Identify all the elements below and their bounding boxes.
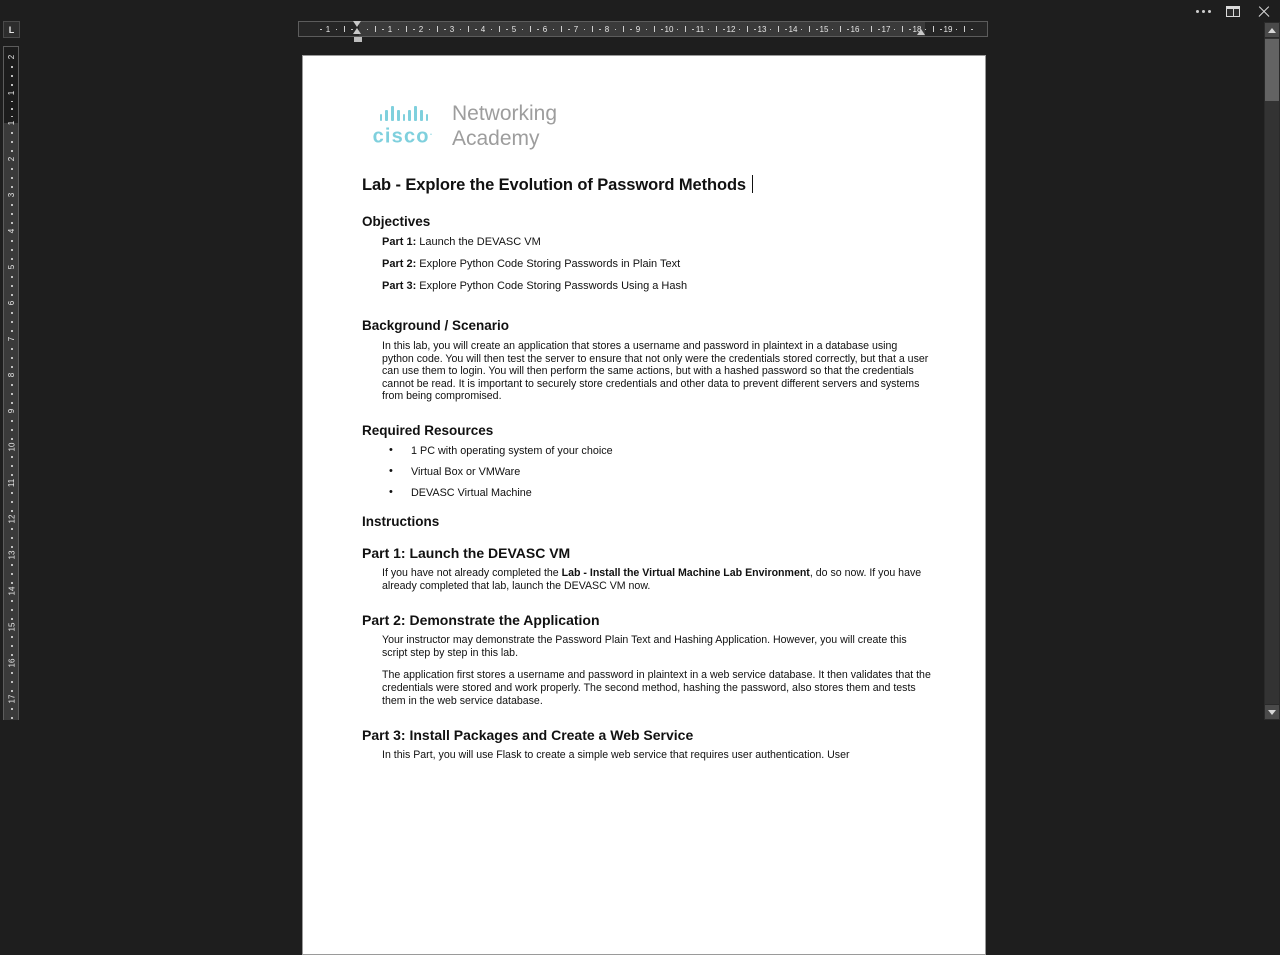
registered-mark: . (429, 127, 434, 138)
ruler-tick (801, 29, 803, 31)
part-1-text-pre: If you have not already completed the (382, 566, 562, 579)
ruler-tick (708, 29, 710, 31)
ruler-tick (336, 29, 338, 31)
title-bar (0, 0, 1280, 22)
part-2-paragraph-2: The application first stores a username and password in plaintext in a web service database. It then validates that the credentials were stored and work properly. The second method, hashing the password, also stores them and tests them in the web service database. (382, 669, 931, 707)
ruler-tick (847, 29, 849, 31)
ruler-tick (11, 116, 13, 118)
ruler-tick (460, 29, 462, 31)
ruler-tick (522, 29, 524, 31)
ruler-tick-label: 2 (6, 156, 16, 162)
ruler-tick (11, 528, 13, 530)
ruler-tick-label: 14 (7, 586, 16, 596)
ruler-tick-label: 16 (850, 25, 860, 34)
ruler-tick (716, 26, 717, 32)
academy-wordmark (452, 101, 557, 151)
ruler-tick (11, 222, 13, 224)
text-cursor (752, 175, 753, 193)
ruler-tick (630, 29, 632, 31)
cisco-wordmark (362, 122, 444, 148)
restore-window-button[interactable] (1218, 0, 1248, 22)
ruler-tick (11, 204, 13, 206)
tab-stop-selector-label: L (8, 24, 15, 35)
ruler-tick (11, 465, 13, 467)
part-1-paragraph (382, 567, 932, 592)
ruler-tick (530, 26, 531, 32)
horizontal-ruler-track[interactable] (298, 21, 988, 37)
ruler-tick-label: 9 (635, 25, 641, 34)
scrollbar-thumb[interactable] (1265, 39, 1279, 101)
ruler-tick-label: 10 (7, 442, 16, 452)
ruler-tick (11, 330, 13, 332)
left-indent-marker[interactable] (353, 21, 362, 37)
ruler-tick (11, 600, 13, 602)
ruler-tick-label: 5 (511, 25, 517, 34)
ruler-tick (499, 26, 500, 32)
ruler-tick-label: 6 (542, 25, 548, 34)
ruler-tick (754, 29, 756, 31)
page-content (362, 101, 932, 772)
ruler-tick-label: 1 (6, 120, 16, 126)
objective-label: Part 2: (382, 258, 417, 270)
ruler-tick-label: 16 (7, 658, 16, 668)
ruler-tick (11, 438, 13, 440)
ruler-tick (739, 29, 741, 31)
objective-label: Part 3: (382, 280, 417, 292)
ruler-tick (11, 101, 13, 103)
heading-objectives: Objectives (362, 214, 431, 229)
ruler-tick-label: 7 (573, 25, 579, 34)
ruler-tick (11, 150, 13, 152)
ruler-tick-label: 15 (7, 622, 16, 632)
cisco-logo-mark (362, 104, 444, 148)
heading-part-3: Part 3: Install Packages and Create a Web Service (362, 727, 694, 744)
ruler-tick (11, 537, 13, 539)
ruler-tick (599, 29, 601, 31)
ruler-tick-label: 19 (943, 25, 953, 34)
ruler-tick (685, 26, 686, 32)
ruler-tick-label: 17 (881, 25, 891, 34)
ruler-tick (11, 420, 13, 422)
objective-item (382, 280, 932, 293)
ruler-tick (971, 29, 973, 31)
ruler-tick (816, 29, 818, 31)
objective-item (382, 258, 932, 271)
ruler-tick (11, 564, 13, 566)
ruler-tick-label: 17 (7, 694, 16, 704)
scrollbar-track[interactable] (1265, 38, 1279, 704)
hanging-indent-icon (353, 28, 361, 34)
ruler-tick (894, 29, 896, 31)
ruler-tick (398, 29, 400, 31)
document-title-text: Lab - Explore the Evolution of Password Methods (362, 176, 747, 194)
ruler-tick (537, 29, 539, 31)
ruler-tick-label: 13 (757, 25, 767, 34)
ruler-tick (11, 177, 13, 179)
ruler-tick (723, 29, 725, 31)
ruler-tick (654, 26, 655, 32)
logo-line-academy: Academy (452, 127, 540, 150)
chevron-down-icon (1268, 710, 1276, 715)
ruler-tick (11, 672, 13, 674)
ruler-tick-label: 1 (6, 90, 16, 96)
ruler-tick-label: 7 (6, 336, 16, 342)
window-controls (1188, 0, 1278, 22)
ruler-tick-label: 3 (6, 192, 16, 198)
ruler-tick (11, 474, 13, 476)
part-3-paragraph-1: In this Part, you will use Flask to create a simple web service that requires user authentication. User (382, 749, 850, 762)
ruler-tick (11, 609, 13, 611)
ruler-tick (437, 26, 438, 32)
ruler-tick (444, 29, 446, 31)
heading-background-scenario: Background / Scenario (362, 318, 510, 333)
ruler-tick (956, 29, 958, 31)
ruler-tick (553, 29, 555, 31)
ruler-tick (344, 26, 345, 32)
ruler-tick (832, 29, 834, 31)
ruler-tick (11, 681, 13, 683)
objective-text: Explore Python Code Storing Passwords Using a Hash (416, 280, 688, 292)
horizontal-ruler-ticks (299, 22, 987, 36)
ruler-tick (11, 141, 13, 143)
ruler-tick-label: 6 (6, 300, 16, 306)
ruler-tick (11, 276, 13, 278)
ruler-tick (11, 348, 13, 350)
ruler-tick (11, 249, 13, 251)
ruler-tick-label: 9 (6, 408, 16, 414)
ruler-tick (878, 29, 880, 31)
right-indent-marker[interactable] (917, 21, 926, 37)
ruler-tick (909, 29, 911, 31)
ruler-tick (11, 108, 13, 110)
ruler-tick (320, 29, 322, 31)
ruler-tick (615, 29, 617, 31)
ruler-tick (11, 393, 13, 395)
ruler-tick (382, 29, 384, 31)
part-1-text-post: , do so now. If you have already completed that lab, launch the DEVASC VM now. (382, 566, 922, 592)
ruler-tick (11, 366, 13, 368)
ruler-tick-label: 14 (788, 25, 798, 34)
cisco-bridge-icon (364, 104, 444, 121)
ruler-tick-label: 3 (449, 25, 455, 34)
ruler-tick (747, 26, 748, 32)
ruler-tick (11, 573, 13, 575)
ruler-tick (11, 582, 13, 584)
more-options-button[interactable] (1188, 0, 1218, 22)
ruler-tick-label: 2 (418, 25, 424, 34)
ruler-tick (11, 312, 13, 314)
ruler-tick-label: 15 (819, 25, 829, 34)
ruler-tick-label: 10 (664, 25, 674, 34)
first-line-indent-icon (353, 21, 361, 27)
ruler-tick (11, 132, 13, 134)
ruler-tick (11, 456, 13, 458)
vertical-ruler[interactable] (3, 46, 19, 720)
ruler-tick (11, 654, 13, 656)
ruler-tick (778, 26, 779, 32)
ruler-tick (11, 402, 13, 404)
ruler-tick (840, 26, 841, 32)
ruler-tick-label: 18 (912, 25, 922, 34)
ruler-tick (592, 26, 593, 32)
right-indent-icon (917, 29, 925, 35)
ruler-tick (623, 26, 624, 32)
ruler-tick (429, 29, 431, 31)
ruler-tick-label: 2 (6, 54, 16, 60)
ruler-tick (11, 636, 13, 638)
objective-item (382, 236, 932, 249)
ruler-tick (11, 708, 13, 710)
ruler-tick (661, 29, 663, 31)
heading-instructions: Instructions (362, 513, 440, 529)
ruler-tick (11, 321, 13, 323)
ruler-tick-label: 4 (6, 228, 16, 234)
ruler-tick-label: 13 (7, 550, 16, 560)
ruler-tick (11, 357, 13, 359)
ruler-tick (11, 258, 13, 260)
part-1-text-bold: Lab - Install the Virtual Machine Lab Environment (561, 566, 810, 579)
ruler-tick (933, 26, 934, 32)
ruler-tick (11, 501, 13, 503)
ruler-tick (964, 26, 965, 32)
ruler-tick (11, 84, 13, 86)
heading-part-1: Part 1: Launch the DEVASC VM (362, 544, 571, 561)
required-resources-list (389, 445, 932, 500)
ruler-tick (11, 645, 13, 647)
ruler-tick (11, 546, 13, 548)
heading-part-2: Part 2: Demonstrate the Application (362, 612, 600, 629)
ruler-tick (11, 75, 13, 77)
background-paragraph: In this lab, you will create an application that stores a username and password in plaintext in a database using python code. You will then test the server to ensure that not only were the credentials stored correctly, but that a user can use them to login. You will then perform the same actions, but with a hashed password so that the credentials cannot be read. It is important to securely store credentials and other data to prevent different servers and systems from being compromised. (382, 340, 929, 403)
scroll-down-button[interactable] (1265, 705, 1279, 719)
ruler-tick (406, 26, 407, 32)
scroll-up-button[interactable] (1265, 23, 1279, 37)
part-2-paragraph-1: Your instructor may demonstrate the Password Plain Text and Hashing Application. However, you will create this script step by step in this lab. (382, 634, 907, 659)
cisco-wordmark-text: cisco (372, 125, 430, 148)
ruler-tick-label: 8 (6, 372, 16, 378)
ruler-tick (561, 26, 562, 32)
ruler-tick-label: 12 (7, 514, 16, 524)
ruler-tick (568, 29, 570, 31)
ruler-tick (11, 66, 13, 68)
ruler-tick (863, 29, 865, 31)
ruler-tick (11, 285, 13, 287)
ruler-tick (11, 429, 13, 431)
ruler-tick-label: 11 (7, 478, 16, 488)
document-page[interactable] (302, 55, 986, 955)
ruler-tick (940, 29, 942, 31)
ruler-tick (506, 29, 508, 31)
list-item: • DEVASC Virtual Machine (389, 487, 932, 500)
ruler-tick (11, 168, 13, 170)
heading-required-resources: Required Resources (362, 422, 494, 438)
ruler-tick-label: 1 (387, 25, 393, 34)
ruler-tick (11, 186, 13, 188)
cisco-networking-academy-logo (362, 101, 932, 151)
vertical-scrollbar[interactable] (1264, 22, 1280, 720)
ruler-tick (871, 26, 872, 32)
close-window-button[interactable] (1248, 0, 1278, 22)
objective-label: Part 1: (382, 236, 417, 248)
objective-text: Explore Python Code Storing Passwords in Plain Text (416, 258, 681, 270)
logo-line-networking: Networking (452, 102, 558, 125)
ruler-tick (785, 29, 787, 31)
horizontal-ruler[interactable] (298, 21, 988, 37)
ruler-tick (11, 213, 13, 215)
ruler-tick (413, 29, 415, 31)
ruler-tick (692, 29, 694, 31)
list-item: • Virtual Box or VMWare (389, 466, 932, 479)
tab-stop-selector[interactable] (3, 21, 20, 38)
left-indent-box-icon (354, 37, 362, 42)
ruler-tick (11, 492, 13, 494)
document-title[interactable] (362, 175, 753, 195)
ruler-tick (491, 29, 493, 31)
ruler-tick-label: 4 (480, 25, 486, 34)
ruler-tick-label: 5 (6, 264, 16, 270)
ruler-tick (11, 690, 13, 692)
ellipsis-icon (1196, 10, 1211, 13)
ruler-tick-label: 8 (604, 25, 610, 34)
ruler-tick (11, 294, 13, 296)
ruler-tick (11, 384, 13, 386)
ruler-tick (902, 26, 903, 32)
ruler-tick (367, 29, 369, 31)
ruler-tick (11, 717, 13, 719)
objective-text: Launch the DEVASC VM (416, 236, 541, 248)
ruler-tick (677, 29, 679, 31)
ruler-tick (11, 240, 13, 242)
ruler-tick (646, 29, 648, 31)
restore-window-icon (1226, 6, 1240, 17)
ruler-tick (468, 26, 469, 32)
ruler-tick-label: 12 (726, 25, 736, 34)
close-icon (1257, 5, 1270, 18)
list-item: • 1 PC with operating system of your choice (389, 445, 932, 458)
ruler-tick-label: 1 (325, 25, 331, 34)
ruler-tick (11, 618, 13, 620)
ruler-tick (770, 29, 772, 31)
ruler-tick (809, 26, 810, 32)
chevron-up-icon (1268, 28, 1276, 33)
ruler-tick (11, 510, 13, 512)
ruler-tick (375, 26, 376, 32)
ruler-tick (584, 29, 586, 31)
ruler-tick-label: 11 (695, 25, 705, 34)
ruler-tick (475, 29, 477, 31)
